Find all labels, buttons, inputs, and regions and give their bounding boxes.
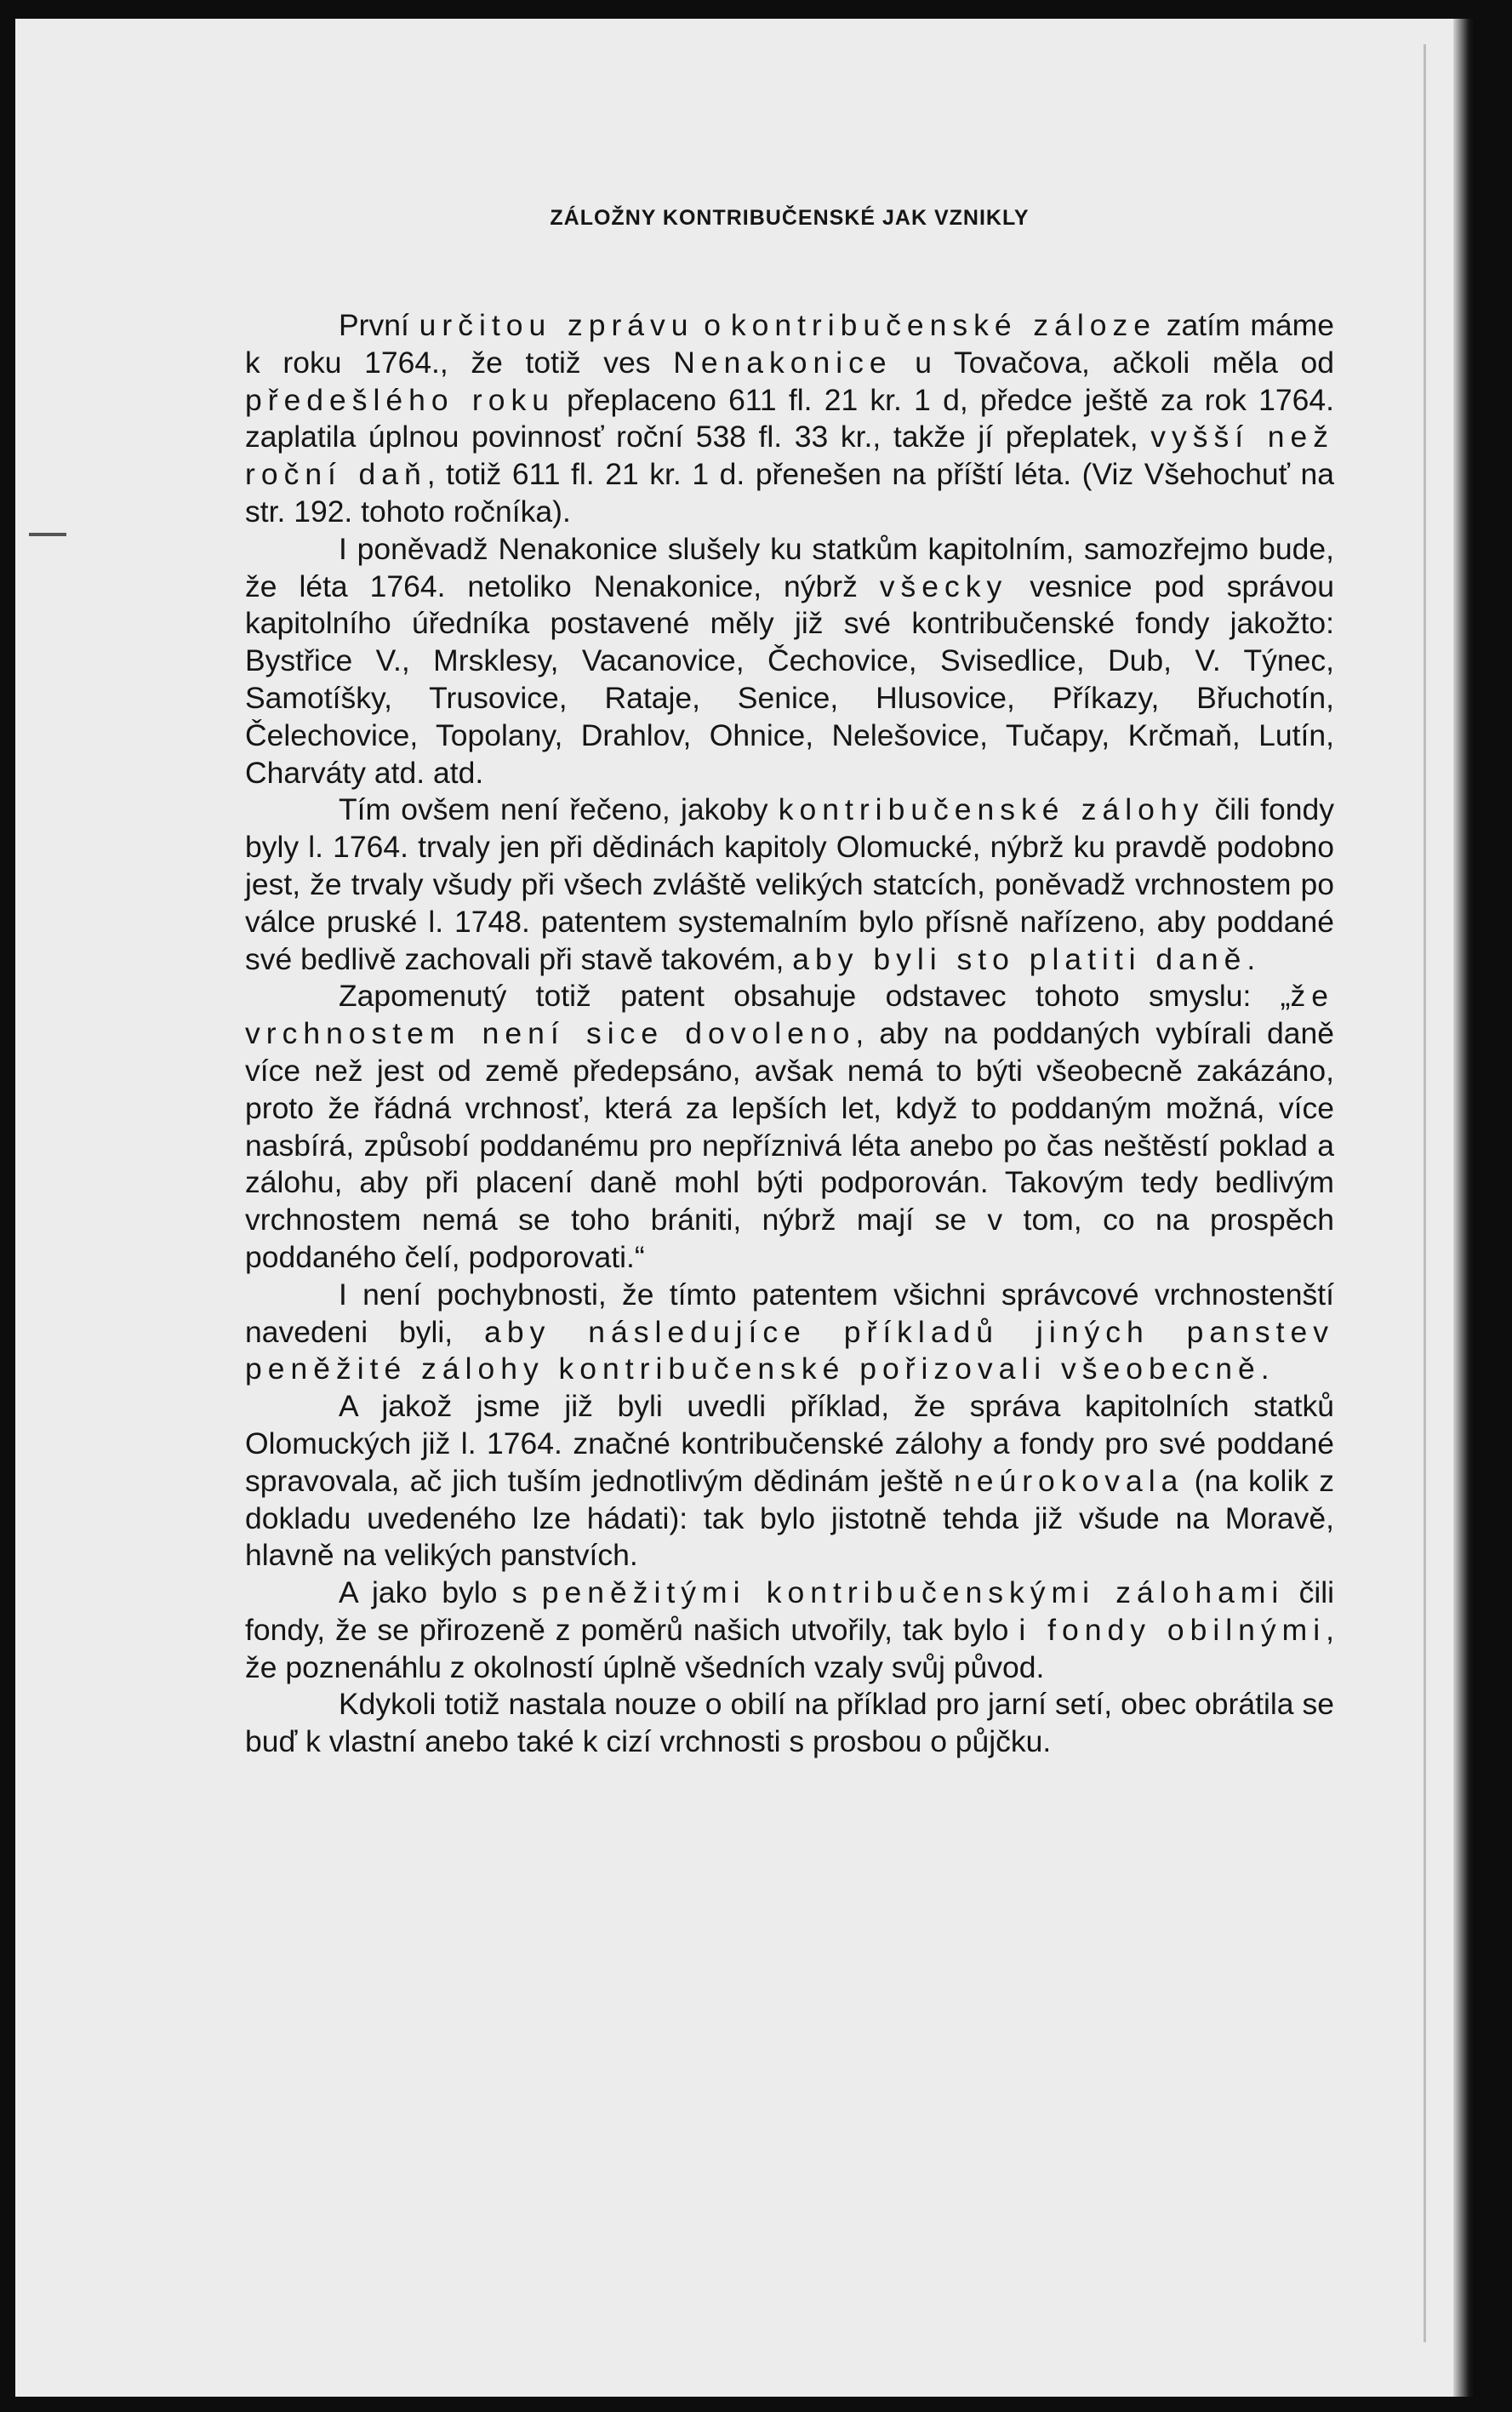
paragraph [245, 978, 1334, 1276]
text-run: čili fondy, že se přirozeně z poměrů našich utvořily, tak bylo [245, 1575, 1335, 1647]
text-run: o [693, 308, 731, 342]
paragraph [245, 531, 1334, 792]
spaced-emphasis: aby byli sto platiti daně [792, 941, 1247, 976]
text-run: A jakož jsme již byli uvedli příklad, že správa kapitolních statků Olomuckých již l. 1764. značné kontribučenské zálohy a fondy pro své poddané spravovala, ač jich tuším jednotlivým dědinám ještě [245, 1389, 1334, 1498]
text-run: (na kolik z dokladu uvedeného lze hádati): tak bylo jistotně tehda již všude na Moravě, hlavně na velikých panstvích. [245, 1463, 1334, 1573]
spaced-emphasis: všecky [879, 569, 1008, 603]
text-run: A jako bylo s [339, 1575, 542, 1610]
spaced-emphasis: kontribučenské záloze [730, 308, 1156, 342]
spaced-emphasis: neúrokovala [954, 1463, 1184, 1498]
text-run: . [1247, 941, 1256, 976]
spaced-emphasis: předešlého roku [245, 382, 555, 417]
spaced-emphasis: Nenakonice [673, 345, 893, 380]
text-body [245, 307, 1334, 1761]
text-run: Zapomenutý totiž patent obsahuje odstavec tohoto smyslu: „ [339, 979, 1291, 1014]
spaced-emphasis: určitou zprávu [419, 308, 694, 342]
page-body [245, 206, 1334, 1761]
text-run: , aby na poddaných vybírali daně více než jest od země předepsáno, avšak nemá to býti všeobecně zakázáno, proto že řádná vrchnosť, která za lepších let, když to poddaným možná, více nasbírá, způsobí poddanému pro nepříznivá léta anebo po čas neštěstí poklad a zálohu, aby při placení daně mohl býti podporován. Takovým tedy bedlivým vrchnostem nemá se toho brániti, nýbrž mají se v tom, co na prospěch poddaného čelí, podporovati.“ [245, 1016, 1334, 1274]
text-run: . [1260, 1352, 1270, 1386]
text-run: Kdykoli totiž nastala nouze o obilí na příklad pro jarní setí, obec obrátila se buď k vlastní anebo také k cizí vrchnosti s prosbou o půjčku. [245, 1687, 1334, 1759]
binding-edge [1453, 19, 1475, 2397]
paragraph [245, 307, 1334, 531]
text-run: zatím máme k roku 1764., že totiž ves [245, 308, 1334, 380]
text-run: přeplaceno 611 fl. 21 kr. 1 d, předce ještě za rok 1764. zaplatila úplnou povinnosť roční 538 fl. 33 kr., takže jí přeplatek, [245, 382, 1334, 454]
gutter-line [1424, 44, 1426, 2342]
spaced-emphasis: kontribučenské zálohy [778, 792, 1205, 827]
spaced-emphasis: že vrchnostem není sice dovoleno [245, 979, 1334, 1051]
paragraph [245, 1277, 1334, 1388]
paragraph [245, 1388, 1334, 1575]
text-run: Tím ovšem není řečeno, jakoby [339, 792, 779, 827]
paragraph [245, 792, 1334, 978]
text-run: u Tovačova, ačkoli měla od [892, 345, 1334, 380]
margin-mark [29, 533, 66, 536]
spaced-emphasis: aby následujíce příkladů jiných panstev peněžité zálohy kontribučenské pořizovali všeobecně [245, 1314, 1334, 1386]
text-run: I není pochybnosti, že tímto patentem všichni správcové vrchnostenští navedeni byli, [245, 1277, 1334, 1349]
text-run: První [339, 308, 419, 342]
running-head: ZÁLOŽNY KONTRIBUČENSKÉ JAK VZNIKLY [550, 206, 1030, 230]
text-run: čili fondy byly l. 1764. trvaly jen při dědinách kapitoly Olomucké, nýbrž ku pravdě podobno jest, že trvaly všudy při všech zvláště velikých statcích, poněvadž vrchnostem po válce pruské l. 1748. patentem systemalním bylo přísně nařízeno, aby poddané své bedlivě zachovali při stavě takovém, [245, 792, 1334, 976]
spaced-emphasis: vyšší než roční daň [245, 420, 1334, 492]
paragraph [245, 1686, 1334, 1761]
text-run: vesnice pod správou kapitolního úředníka postavené měly již své kontribučenské fondy jakožto: Bystřice V., Mrsklesy, Vacanovice, Čechovice, Svisedlice, Dub, V. Týnec, Samotíšky, Trusovice, Rataje, Senice, Hlusovice, Příkazy, Břuchotín, Čelechovice, Topolany, Drahlov, Ohnice, Nelešovice, Tučapy, Krčmaň, Lutín, Charváty atd. atd. [245, 569, 1334, 790]
spaced-emphasis: peněžitými kontribučenskými zálohami [541, 1575, 1285, 1610]
text-run: , totiž 611 fl. 21 kr. 1 d. přenešen na příští léta. (Viz Všehochuť na str. 192. tohoto ročníka). [245, 457, 1334, 529]
scanned-page [15, 19, 1475, 2397]
text-run: , že poznenáhlu z okolností úplně všedních vzaly svůj původ. [245, 1612, 1335, 1684]
spaced-emphasis: i fondy obilnými [1018, 1612, 1327, 1647]
paragraph [245, 1575, 1334, 1686]
text-run: I poněvadž Nenakonice slušely ku statkům kapitolním, samozřejmo bude, že léta 1764. netoliko Nenakonice, nýbrž [245, 531, 1334, 603]
